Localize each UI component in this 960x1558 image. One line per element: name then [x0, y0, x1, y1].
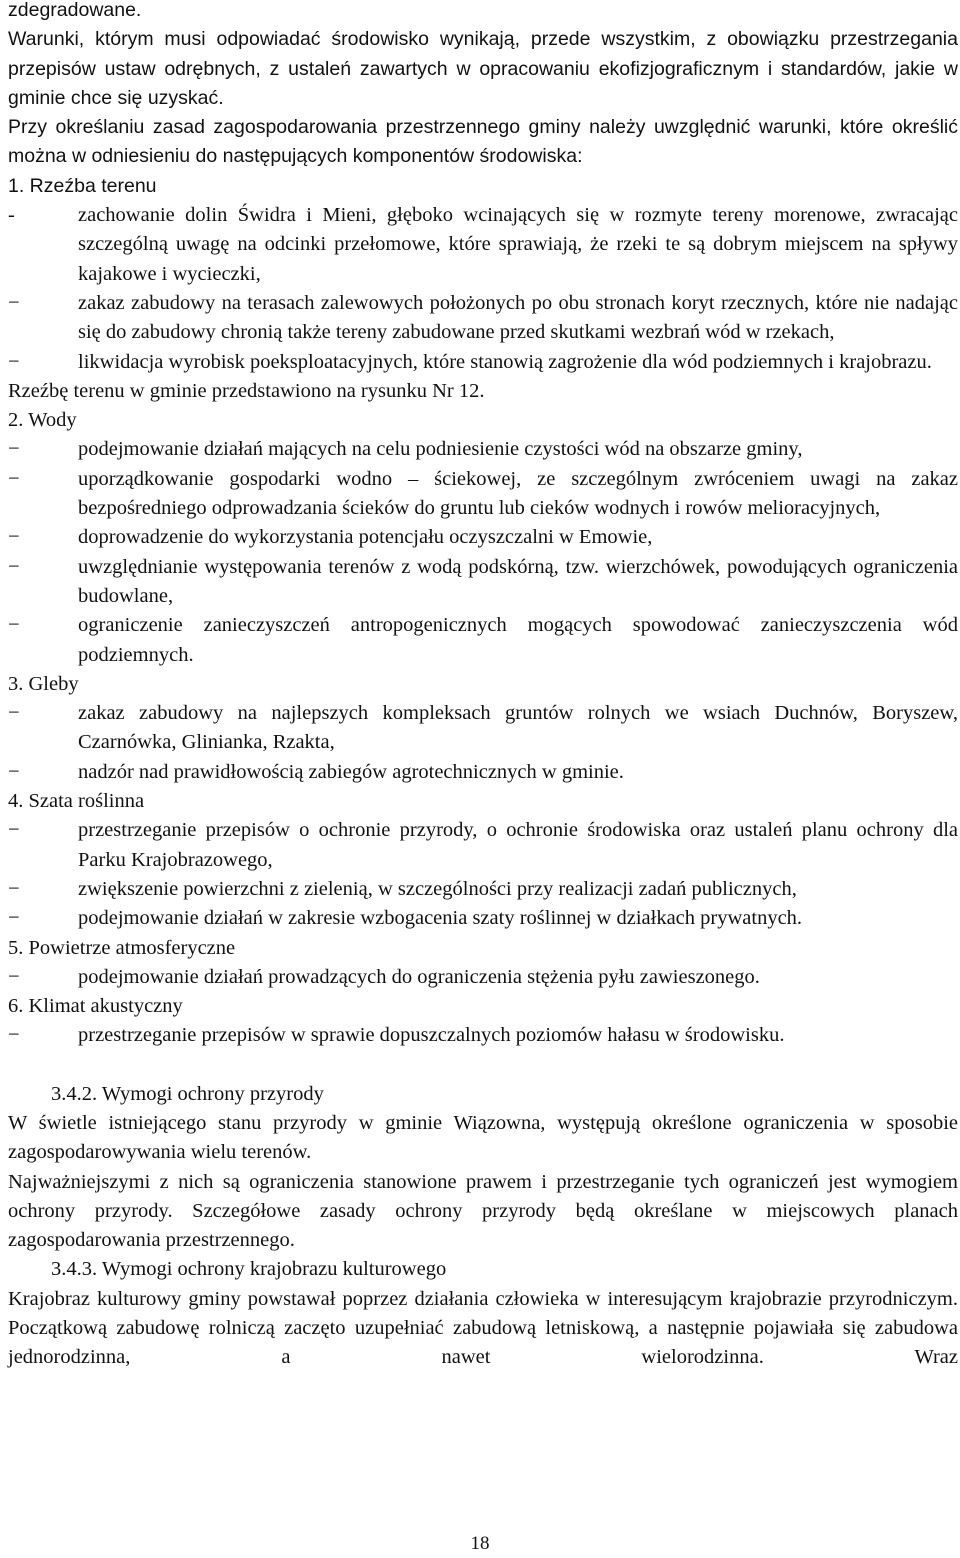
- dash-marker: −: [8, 350, 20, 373]
- intro-line: zdegradowane.: [8, 0, 142, 21]
- list-item-text: likwidacja wyrobisk poeksploatacyjnych, które stanowią zagrożenie dla wód podziemnych i krajobrazu.: [78, 350, 932, 373]
- section-heading: 6. Klimat akustyczny: [8, 995, 183, 1018]
- list-item-text: zwiększenie powierzchni z zielenią, w szczególności przy realizacji zadań publicznych,: [78, 877, 797, 900]
- dash-marker: −: [8, 965, 20, 988]
- list-item: [8, 553, 958, 612]
- section-closing: Rzeźbę terenu w gminie przedstawiono na rysunku Nr 12.: [8, 379, 485, 402]
- spacer: [8, 1051, 958, 1080]
- dash-marker: −: [8, 702, 20, 725]
- list-item: [8, 875, 958, 904]
- dash-marker: −: [8, 291, 20, 314]
- list-item-text: doprowadzenie do wykorzystania potencjału oczyszczalni w Emowie,: [78, 526, 653, 549]
- page-number: 18: [470, 1533, 490, 1554]
- section-soils: [8, 670, 958, 787]
- list-item: [8, 348, 958, 377]
- list-item-text: zakaz zabudowy na terasach zalewowych położonych po obu stronach koryt rzecznych, które nie nadając się do zabudowy chronią także tereny zabudowane przed skutkami wezbrań wód w rzekach,: [78, 291, 958, 344]
- list-item-text: podejmowanie działań prowadzących do ograniczenia stężenia pyłu zawieszonego.: [78, 965, 760, 988]
- list-item: [8, 465, 958, 524]
- dash-marker: -: [8, 204, 15, 227]
- section-heading: 2. Wody: [8, 409, 77, 432]
- list-item-text: przestrzeganie przepisów o ochronie przyrody, o ochronie środowiska oraz ustaleń planu ochrony dla Parku Krajobrazowego,: [78, 819, 958, 871]
- dash-marker: −: [8, 760, 20, 783]
- dash-marker: −: [8, 819, 20, 842]
- list-item: [8, 201, 958, 289]
- list-item-text: zakaz zabudowy na najlepszych kompleksach gruntów rolnych we wsiach Duchnów, Boryszew, Czarnówka, Glinianka, Rzakta,: [78, 702, 958, 754]
- section-waters: [8, 406, 958, 670]
- paragraph: Najważniejszymi z nich są ograniczenia stanowione prawem i przestrzeganie tych ograniczeń jest wymogiem ochrony przyrody. Szczegółowe zasady ochrony przyrody będą określane w miejscowych planach zagospodarowania przestrzennego.: [8, 1170, 958, 1252]
- list-item-text: zachowanie dolin Świdra i Mieni, głęboko wcinających się w rozmyte tereny morenowe, zwracając szczególną uwagę na odcinki przełomowe, które sprawiają, że rzeki te są dobrym miejscem na spływy kajakowe i wycieczki,: [78, 204, 958, 285]
- list-item: [8, 758, 958, 787]
- dash-marker: −: [8, 614, 20, 637]
- dash-marker: −: [8, 526, 20, 549]
- list-item-text: podejmowanie działań w zakresie wzbogacenia szaty roślinnej w działkach prywatnych.: [78, 907, 803, 930]
- dash-marker: −: [8, 555, 20, 578]
- section-heading: 1. Rzeźba terenu: [8, 174, 157, 197]
- dash-marker: −: [8, 467, 20, 490]
- section-nature-protection: [8, 1080, 958, 1256]
- list-item-text: ograniczenie zanieczyszczeń antropogenicznych mogących spowodować zanieczyszczenia wód podziemnych.: [78, 614, 958, 666]
- list-item-text: nadzór nad prawidłowością zabiegów agrotechnicznych w gminie.: [78, 760, 624, 783]
- section-heading: 3. Gleby: [8, 672, 79, 695]
- intro-paragraph-1: Warunki, którym musi odpowiadać środowisko wynikają, przede wszystkim, z obowiązku przestrzegania przepisów ustaw odrębnych, z ustaleń zawartych w opracowaniu ekofizjograficznym i standardów, jakie w gminie chce się uzyskać.: [8, 28, 958, 109]
- dash-marker: −: [8, 877, 20, 900]
- list-item-text: uporządkowanie gospodarki wodno – ściekowej, ze szczególnym zwróceniem uwagi na zakaz bezpośredniego odprowadzania ścieków do gruntu lub cieków wodnych i rowów melioracyjnych,: [78, 467, 958, 520]
- section-relief: [8, 172, 958, 406]
- list-item-text: podejmowanie działań mających na celu podniesienie czystości wód na obszarze gminy,: [78, 438, 803, 461]
- list-item: [8, 523, 958, 552]
- intro-paragraph-2: Przy określaniu zasad zagospodarowania przestrzennego gminy należy uwzględnić warunki, które określić można w odniesieniu do następujących komponentów środowiska:: [8, 116, 958, 168]
- list-item: [8, 435, 958, 464]
- list-item: [8, 289, 958, 348]
- list-item: [8, 1021, 958, 1050]
- section-vegetation: [8, 787, 958, 933]
- subsection-heading: 3.4.3. Wymogi ochrony krajobrazu kulturowego: [51, 1258, 447, 1281]
- list-item: [8, 904, 958, 933]
- dash-marker: −: [8, 438, 20, 461]
- section-heading: 4. Szata roślinna: [8, 790, 145, 813]
- section-air: [8, 934, 958, 993]
- list-item: [8, 963, 958, 992]
- paragraph: Krajobraz kulturowy gminy powstawał poprzez działania człowieka w interesującym krajobrazie przyrodniczym. Początkową zabudowę rolniczą zaczęto uzupełniać zabudową letniskową, a następnie pojawiała się zabudowa jednorodzinna, a nawet wielorodzinna. Wraz: [8, 1287, 958, 1369]
- dash-marker: −: [8, 907, 20, 930]
- paragraph: W świetle istniejącego stanu przyrody w gminie Wiązowna, występują określone ograniczenia w sposobie zagospodarowywania wielu terenów.: [8, 1111, 958, 1164]
- section-heading: 5. Powietrze atmosferyczne: [8, 936, 236, 959]
- dash-marker: −: [8, 1024, 20, 1047]
- list-item-text: uwzględnianie występowania terenów z wodą podskórną, tzw. wierzchówek, powodujących ograniczenia budowlane,: [78, 555, 958, 607]
- subsection-heading: 3.4.2. Wymogi ochrony przyrody: [51, 1082, 324, 1105]
- list-item: [8, 816, 958, 875]
- list-item: [8, 611, 958, 670]
- section-cultural-landscape: [8, 1255, 958, 1372]
- document-page: [8, 0, 958, 1373]
- list-item: [8, 699, 958, 758]
- list-item-text: przestrzeganie przepisów w sprawie dopuszczalnych poziomów hałasu w środowisku.: [78, 1024, 785, 1047]
- section-acoustic: [8, 992, 958, 1051]
